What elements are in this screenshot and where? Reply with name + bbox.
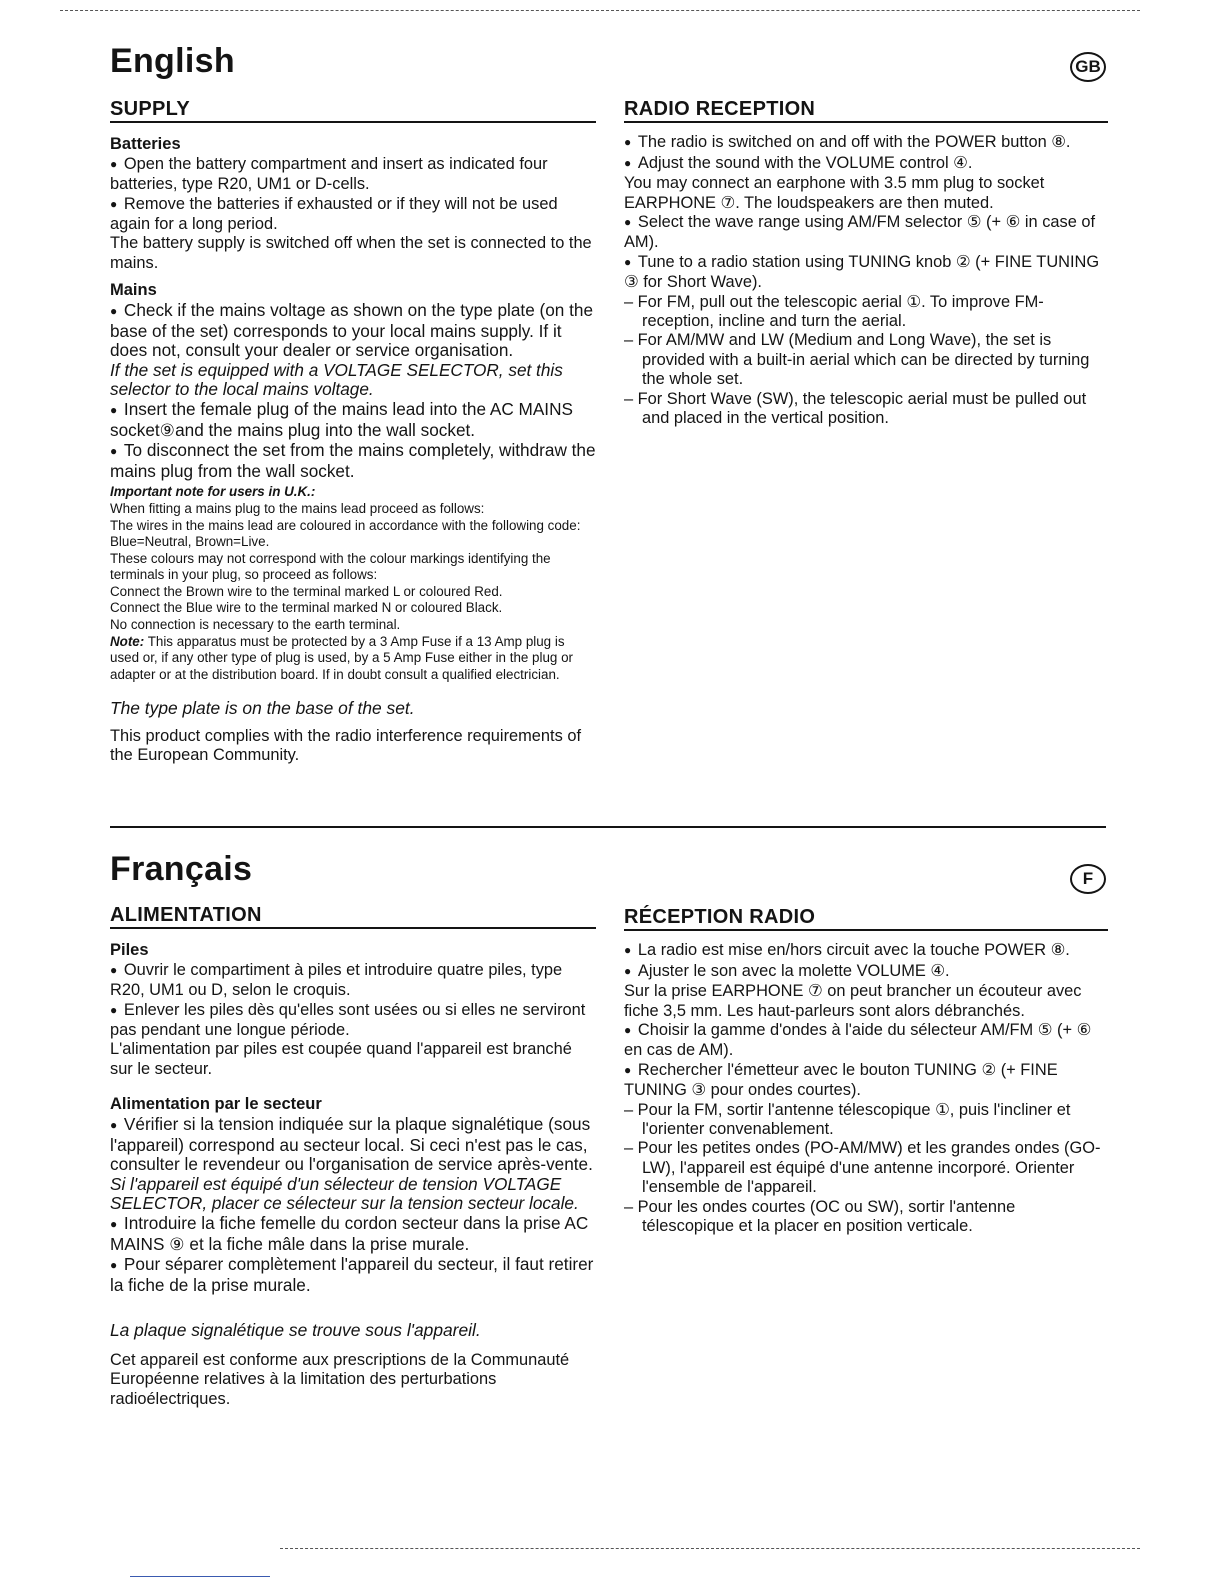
radio-dash-fm: – For FM, pull out the telescopic aerial ①. To improve FM-reception, incline and turn the aerial. [624,292,1044,331]
fuse-note-text: This apparatus must be protected by a 3 Amp Fuse if a 13 Amp plug is used or, if any other type of plug is used, by a 5 Amp Fuse either in the plug or adapter or at the distribution board. If in doubt consult a qualified electrician. [110,633,573,682]
radio-fr-item-volume: ● Ajuster le son avec la molette VOLUME ④. [624,962,1108,982]
selecteur-tension-note: Si l'appareil est équipé d'un sélecteur de tension VOLTAGE SELECTOR, placer ce sélecteur sur la tension secteur locale. [110,1173,579,1214]
f-country-badge: F [1070,864,1106,894]
plaque-signaletique-note: La plaque signalétique se trouve sous l'appareil. [110,1320,481,1341]
radio-dash-sw: – For Short Wave (SW), the telescopic aerial must be pulled out and placed in the vertical position. [624,389,1087,428]
radio-fr-item-wave-range: ● Choisir la gamme d'ondes à l'aide du sélecteur AM/FM ⑤ (+ ⑥ en cas de AM). [624,1021,1108,1061]
gb-country-badge: GB [1070,52,1106,82]
reception-radio-heading: RÉCEPTION RADIO [624,908,1108,931]
radio-earphone-note: You may connect an earphone with 3.5 mm plug to socket EARPHONE ⑦. The loudspeakers are then muted. [624,174,1045,212]
mains-item-1: ● Check if the mains voltage as shown on the type plate (on the base of the set) corresponds to your local mains supply. If it does not, consult your dealer or service organisation. [110,301,596,361]
french-radio-column [624,908,1108,1237]
voltage-selector-note: If the set is equipped with a VOLTAGE SELECTOR, set this selector to the local mains voltage. [110,359,563,400]
english-section-title: English [110,42,235,80]
radio-fr-dash-sw: – Pour les ondes courtes (OC ou SW), sortir l'antenne télescopique et la placer en position verticale. [624,1197,1016,1236]
batteries-note: The battery supply is switched off when the set is connected to the mains. [110,234,592,272]
radio-dash-am: – For AM/MW and LW (Medium and Long Wave), the set is provided with a built-in aerial which can be directed by turning the whole set. [624,331,1090,389]
radio-item-power: ● The radio is switched on and off with the POWER button ⑧. [624,133,1108,153]
mains-item-2: ● Insert the female plug of the mains lead into the AC MAINS socket⑨and the mains plug into the wall socket. [110,400,596,441]
fuse-note [110,634,596,684]
top-border-line [60,10,1140,11]
piles-note: L'alimentation par piles est coupée quand l'appareil est branché sur le secteur. [110,1040,572,1078]
batteries-heading: Batteries [110,135,181,154]
uk-note-line-3: These colours may not correspond with the colour markings identifying the terminals in your plug, so proceed as follows: [110,550,551,583]
radio-fr-dash-am-text: Pour les petites ondes (PO-AM/MW) et les grandes ondes (GO-LW), l'appareil est équipé d'une antenne incorporé. Orienter l'ensemble de l'appareil. [637,1139,1101,1197]
uk-note-line-2: The wires in the mains lead are coloured in accordance with the following code: Blue=Neutral, Brown=Live. [110,517,581,550]
uk-note-line-5: Connect the Blue wire to the terminal marked N or coloured Black. [110,600,503,616]
radio-item-wave-range: ● Select the wave range using AM/FM selector ⑤ (+ ⑥ in case of AM). [624,213,1108,253]
french-section-title: Français [110,850,253,888]
radio-dash-am-text: For AM/MW and LW (Medium and Long Wave), the set is provided with a built-in aerial which can be directed by turning the whole set. [637,331,1090,389]
radio-fr-item-power: ● La radio est mise en/hors circuit avec la touche POWER ⑧. [624,941,1108,961]
radio-dash-fm-text: For FM, pull out the telescopic aerial ①. To improve FM-reception, incline and turn the aerial. [637,292,1044,331]
mains-item-3: ● To disconnect the set from the mains completely, withdraw the mains plug from the wall socket. [110,441,596,482]
piles-heading: Piles [110,941,149,960]
uk-note-line-4: Connect the Brown wire to the terminal marked L or coloured Red. [110,583,503,599]
radio-item-volume: ● Adjust the sound with the VOLUME control ④. [624,154,1108,174]
uk-note-heading: Important note for users in U.K.: [110,484,316,500]
uk-note-line-1: When fitting a mains plug to the mains lead proceed as follows: [110,500,485,516]
piles-item-2: ● Enlever les piles dès qu'elles sont usées ou si elles ne serviront pas pendant une longue période. [110,1001,596,1041]
type-plate-note: The type plate is on the base of the set. [110,698,415,719]
mains-heading: Mains [110,281,157,300]
radio-fr-dash-sw-text: Pour les ondes courtes (OC ou SW), sortir l'antenne télescopique et la placer en position verticale. [637,1197,1016,1236]
radio-item-tuning: ● Tune to a radio station using TUNING knob ② (+ FINE TUNING ③ for Short Wave). [624,253,1108,293]
section-divider [110,826,1106,828]
radio-fr-dash-am: – Pour les petites ondes (PO-AM/MW) et les grandes ondes (GO-LW), l'appareil est équipé d'une antenne incorporé. Orienter l'ensemble de l'appareil. [624,1139,1101,1197]
secteur-item-1: ● Vérifier si la tension indiquée sur la plaque signalétique (sous l'appareil) correspond au secteur local. Si ceci n'est pas le cas, consulter le revendeur ou l'organisation de service après-vente. [110,1115,596,1175]
conformite-note: Cet appareil est conforme aux prescriptions de la Communauté Européenne relatives à la limitation des perturbations radioélectriques. [110,1350,570,1408]
english-radio-column [624,100,1108,429]
fuse-note-label: Note: [110,633,145,649]
french-supply-column [110,906,596,1409]
radio-fr-item-tuning: ● Rechercher l'émetteur avec le bouton TUNING ② (+ FINE TUNING ③ pour ondes courtes). [624,1061,1108,1101]
alimentation-heading: ALIMENTATION [110,906,596,929]
piles-item-1: ● Ouvrir le compartiment à piles et introduire quatre piles, type R20, UM1 ou D, selon le croquis. [110,961,596,1001]
radio-fr-dash-fm-text: Pour la FM, sortir l'antenne télescopique ①, puis l'incliner et l'orienter convenablement. [637,1100,1071,1139]
radio-fr-dash-fm: – Pour la FM, sortir l'antenne télescopique ①, puis l'incliner et l'orienter convenablement. [624,1100,1071,1139]
radio-dash-sw-text: For Short Wave (SW), the telescopic aerial must be pulled out and placed in the vertical position. [637,389,1087,428]
secteur-item-2: ● Introduire la fiche femelle du cordon secteur dans la prise AC MAINS ⑨ et la fiche mâle dans la prise murale. [110,1214,596,1255]
secteur-item-3: ● Pour séparer complètement l'appareil du secteur, il faut retirer la fiche de la prise murale. [110,1255,596,1296]
radio-fr-earphone-note: Sur la prise EARPHONE ⑦ on peut brancher un écouteur avec fiche 3,5 mm. Les haut-parleurs sont alors débranchés. [624,982,1082,1020]
secteur-heading: Alimentation par le secteur [110,1095,322,1114]
bottom-border-line [280,1548,1140,1549]
compliance-note: This product complies with the radio interference requirements of the European Community. [110,726,581,765]
batteries-item-1: ● Open the battery compartment and insert as indicated four batteries, type R20, UM1 or D-cells. [110,155,596,195]
bottom-left-rule [130,1576,270,1577]
uk-note-line-6: No connection is necessary to the earth terminal. [110,617,401,633]
supply-heading: SUPPLY [110,100,596,123]
batteries-item-2: ● Remove the batteries if exhausted or if they will not be used again for a long period. [110,195,596,235]
radio-reception-heading: RADIO RECEPTION [624,100,1108,123]
english-supply-column [110,100,596,766]
